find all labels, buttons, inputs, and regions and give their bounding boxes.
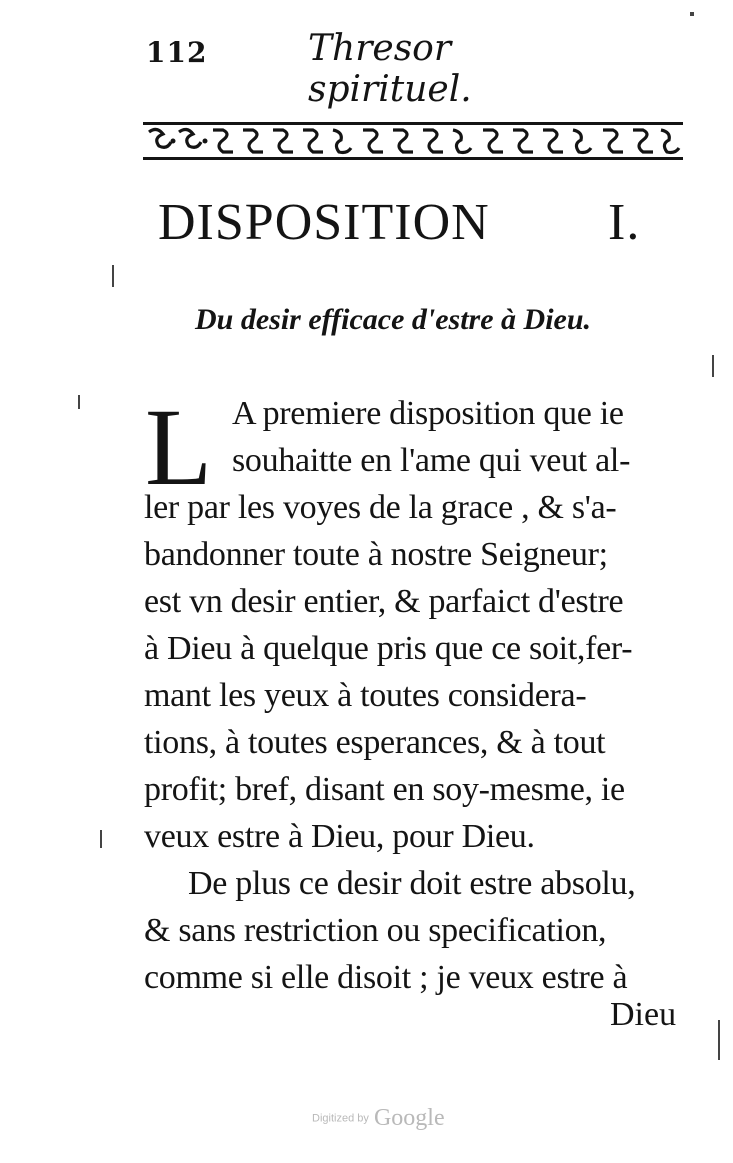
scan-speck — [718, 1020, 720, 1060]
text-line: veux estre à Dieu, pour Dieu. — [144, 818, 535, 855]
catchword: Dieu — [610, 996, 677, 1033]
google-watermark: Google — [373, 1105, 445, 1131]
text-line: tions, à toutes esperances, & à tout — [144, 724, 606, 761]
text-line: à Dieu à quelque pris que ce soit,fer- — [144, 630, 633, 667]
scan-speck — [690, 12, 694, 16]
text-line: De plus ce desir doit estre absolu, — [188, 865, 636, 902]
scan-speck — [78, 395, 80, 409]
scan-speck — [712, 355, 714, 377]
text-line: bandonner toute à nostre Seigneur; — [144, 536, 608, 573]
chapter-heading — [158, 193, 688, 252]
page-number: 112 — [146, 36, 208, 69]
running-title: Thresor spirituel. — [308, 28, 472, 110]
text-line: mant les yeux à toutes considera- — [144, 677, 587, 714]
text-line: est vn desir entier, & parfaict d'estre — [144, 583, 624, 620]
text-line: profit; bref, disant en soy-mesme, ie — [144, 771, 625, 808]
chapter-title: DISPOSITION — [158, 194, 490, 251]
drop-cap: L — [145, 386, 213, 508]
text-line: souhaitte en l'ame qui veut al- — [232, 442, 631, 479]
text-line: comme si elle disoit ; je veux estre à — [144, 959, 628, 996]
running-head — [140, 22, 580, 110]
text-line: & sans restriction ou specification, — [144, 912, 607, 949]
scan-speck — [100, 830, 102, 848]
chapter-number: I. — [608, 194, 641, 251]
ornament-band-icon — [143, 116, 683, 166]
digitized-watermark — [312, 1105, 445, 1132]
scan-speck — [112, 265, 114, 287]
digitized-label: Digitized by — [312, 1112, 369, 1125]
text-line: ler par les voyes de la grace , & s'a- — [144, 489, 617, 526]
text-line: A premiere disposition que ie — [232, 395, 624, 432]
chapter-subtitle: Du desir efficace d'estre à Dieu. — [195, 303, 592, 336]
